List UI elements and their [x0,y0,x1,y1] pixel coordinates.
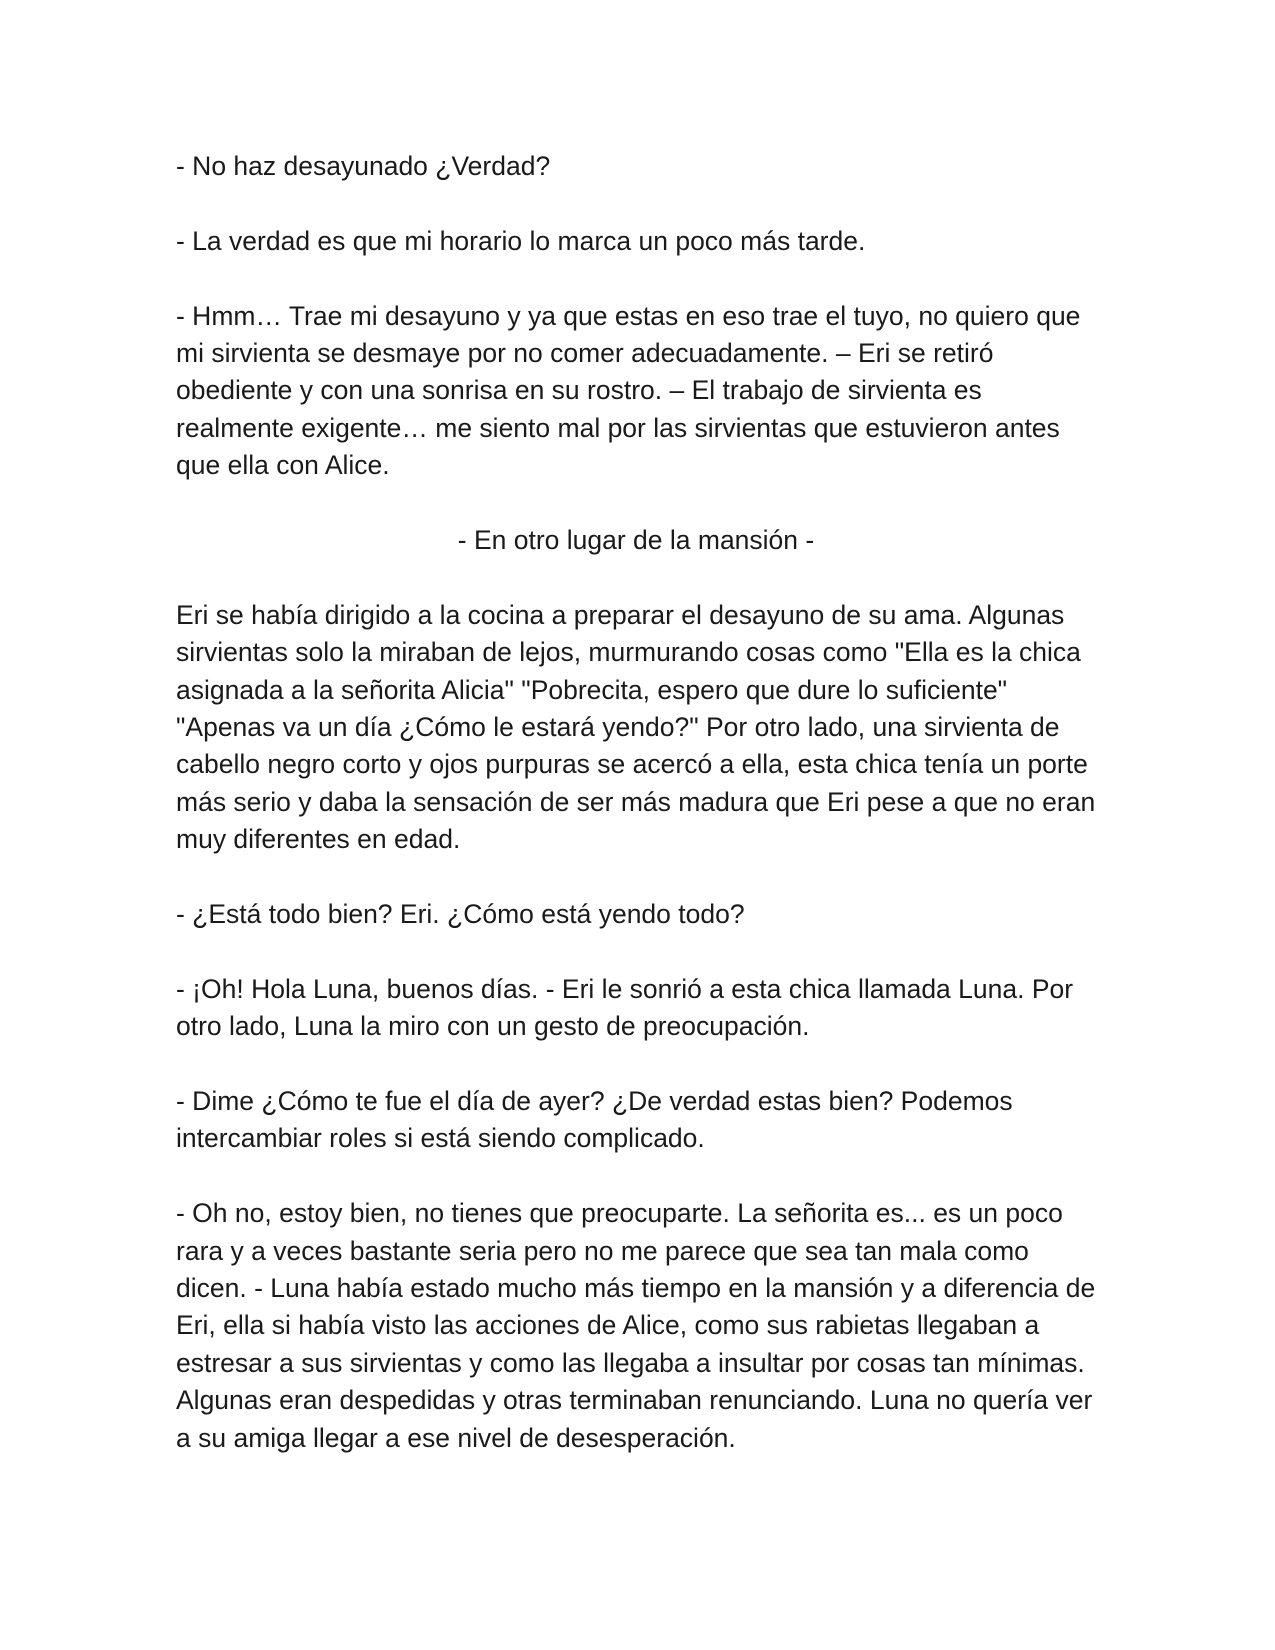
paragraph-narration-1: Eri se había dirigido a la cocina a preparar el desayuno de su ama. Algunas sirvientas solo la miraban de lejos, murmurando cosas como "Ella es la chica asignada a la señorita Alicia" "Pobrecita, espero que dure lo suficiente" "Apenas va un día ¿Cómo le estará yendo?" Por otro lado, una sirvienta de cabello negro corto y ojos purpuras se acercó a ella, esta chica tenía un porte más serio y daba la sensación de ser más madura que Eri pese a que no eran muy diferentes en edad. [176,599,1096,855]
paragraph-dialogue-5: - ¡Oh! Hola Luna, buenos días. - Eri le sonrió a esta chica llamada Luna. Por otro lado, Luna la miro con un gesto de preocupación. [176,973,1074,1042]
paragraph-dialogue-2: - La verdad es que mi horario lo marca un poco más tarde. [176,225,866,256]
paragraph-dialogue-6: - Dime ¿Cómo te fue el día de ayer? ¿De verdad estas bien? Podemos intercambiar roles si está siendo complicado. [176,1086,1013,1154]
document-page [176,148,1096,1494]
paragraph-dialogue-4: - ¿Está todo bien? Eri. ¿Cómo está yendo todo? [176,899,745,930]
scene-break-heading: - En otro lugar de la mansión - [457,525,815,556]
paragraph-dialogue-3: - Hmm… Trae mi desayuno y ya que estas en eso trae el tuyo, no quiero que mi sirvienta se desmaye por no comer adecuadamente. – Eri se retiró obediente y con una sonrisa en su rostro. – El trabajo de sirvienta es realmente exigente… me siento mal por las sirvientas que estuvieron antes que ella con Alice. [176,300,1081,481]
paragraph-dialogue-1: - No haz desayunado ¿Verdad? [176,151,551,181]
paragraph-dialogue-7: - Oh no, estoy bien, no tienes que preocuparte. La señorita es... es un poco rara y a veces bastante seria pero no me parece que sea tan mala como dicen. - Luna había estado mucho más tiempo en la mansión y a diferencia de Eri, ella si había visto las acciones de Alice, como sus rabietas llegaban a estresar a sus sirvientas y como las llegaba a insultar por cosas tan mínimas. Algunas eran despedidas y otras terminaban renunciando. Luna no quería ver a su amiga llegar a ese nivel de desesperación. [176,1198,1096,1453]
